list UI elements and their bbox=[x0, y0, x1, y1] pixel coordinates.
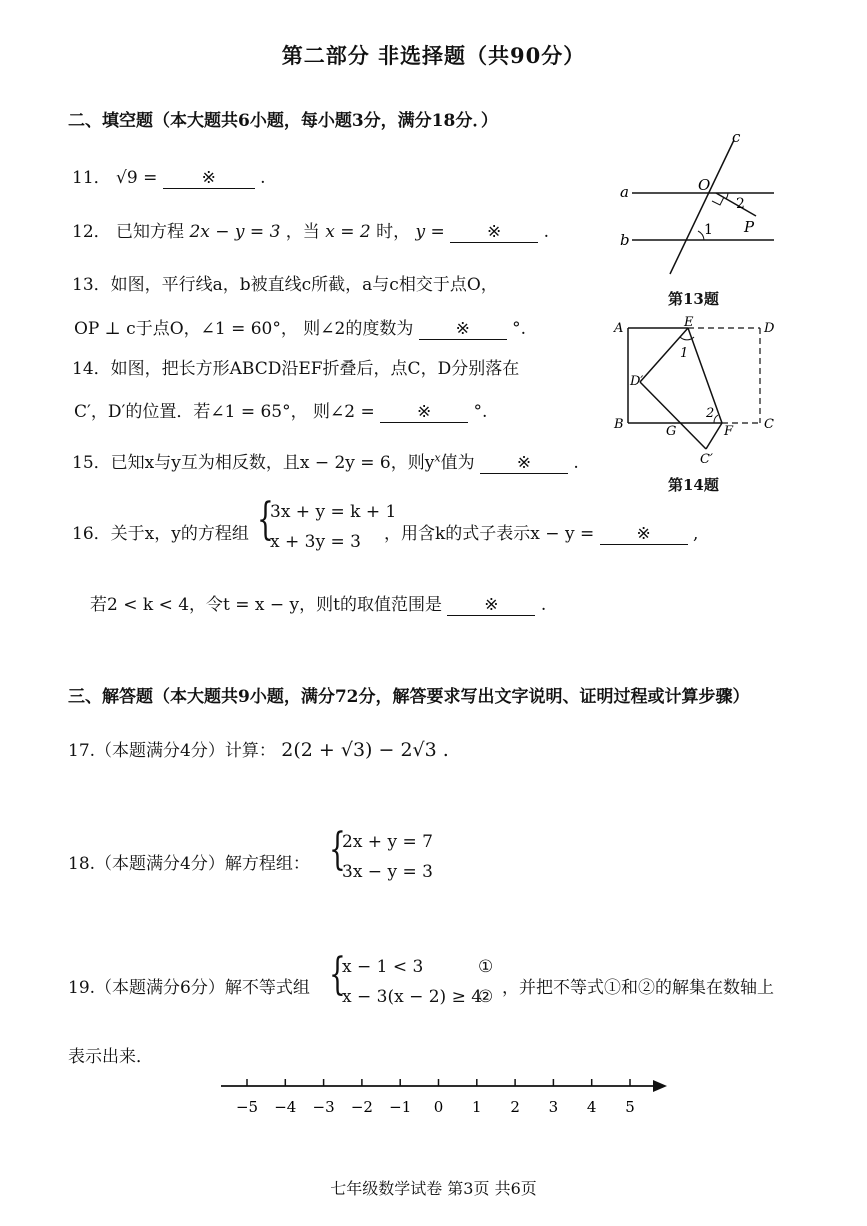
label-a: a bbox=[620, 183, 629, 201]
q18-equation-2: 3x − y = 3 bbox=[342, 862, 433, 882]
q11-answer-blank[interactable]: ※ bbox=[163, 169, 255, 189]
q16-end2: . bbox=[540, 595, 547, 615]
q12-end: . bbox=[543, 222, 549, 242]
q19-inequality-1: x − 1 < 3 bbox=[342, 957, 424, 977]
q16-mid bbox=[384, 519, 698, 545]
q12-text-b: ，当 bbox=[285, 222, 320, 242]
q16-line2-text: 若2 < k < 4，令t = x − y，则t的取值范围是 bbox=[90, 595, 442, 615]
q12-text-a: 已知方程 bbox=[116, 222, 185, 242]
number-line-tick-label: −2 bbox=[350, 1098, 373, 1116]
q12-answer-blank[interactable]: ※ bbox=[450, 223, 538, 243]
q18-text: 18.（本题满分4分）解方程组： bbox=[68, 854, 310, 874]
q16-mid-text: ，用含k的式子表示x − y = bbox=[384, 524, 595, 544]
label-D-prime: D′ bbox=[630, 374, 644, 389]
label-C-prime: C′ bbox=[700, 452, 713, 465]
q13-end: °. bbox=[512, 319, 527, 339]
number-line-tick-label: 4 bbox=[586, 1098, 597, 1116]
q16-equation-2: x + 3y = 3 bbox=[270, 532, 361, 552]
q17-text: 17.（本题满分4分）计算： bbox=[68, 741, 276, 761]
label-c: c bbox=[732, 128, 741, 146]
q17-expression: 2(2 + √3) − 2√3 . bbox=[281, 739, 449, 761]
number-line-tick-label: −3 bbox=[312, 1098, 335, 1116]
q19-inequality-2: x − 3(x − 2) ≥ 4 bbox=[342, 987, 483, 1007]
label-P: P bbox=[744, 218, 755, 236]
number-line-ticks bbox=[236, 1079, 635, 1116]
number-line-tick-label: 2 bbox=[510, 1098, 520, 1116]
q19-text: 19.（本题满分6分）解不等式组 bbox=[68, 978, 310, 998]
angle-2-arc bbox=[726, 193, 728, 199]
section3-heading: 三、解答题（本大题共9小题，满分72分，解答要求写出文字说明、证明过程或计算步骤） bbox=[68, 687, 750, 707]
q14-end: °. bbox=[473, 402, 488, 422]
number-line-tick-label: 3 bbox=[548, 1098, 559, 1116]
label-D: D bbox=[764, 321, 775, 336]
q16-end: , bbox=[693, 524, 699, 544]
q15-exponent: x bbox=[434, 451, 441, 465]
number-line bbox=[215, 1072, 675, 1122]
q19-line2: 表示出来． bbox=[68, 1047, 153, 1067]
q12-text-c: 时， bbox=[376, 222, 411, 242]
q19-mark-1: ① bbox=[478, 957, 494, 977]
label-C: C bbox=[764, 417, 774, 432]
fold-EF bbox=[688, 328, 722, 423]
question-11 bbox=[72, 163, 266, 189]
q14-text: C′，D′的位置．若∠1 = 65°， 则∠2 = bbox=[74, 402, 375, 422]
label-E: E bbox=[684, 315, 694, 330]
q19-mark-2: ② bbox=[478, 987, 494, 1007]
q15-text-b: 值为 bbox=[440, 453, 475, 473]
label-angle-1: 1 bbox=[704, 222, 713, 238]
label-angle-2: 2 bbox=[706, 406, 715, 421]
q14-answer-blank[interactable]: ※ bbox=[380, 403, 468, 423]
number-line-tick-label: 0 bbox=[433, 1098, 444, 1116]
q16-prefix: 16．关于x，y的方程组 bbox=[72, 524, 249, 544]
q19-system bbox=[342, 952, 482, 1012]
q16-equation-1: 3x + y = k + 1 bbox=[270, 502, 397, 522]
q12-variable: y = bbox=[415, 222, 445, 242]
q18-equation-1: 2x + y = 7 bbox=[342, 832, 433, 852]
q13-answer-blank[interactable]: ※ bbox=[419, 320, 507, 340]
q16-system bbox=[270, 497, 396, 557]
question-13-line1: 13．如图，平行线a，b被直线c所截，a与c相交于点O， bbox=[72, 275, 498, 295]
label-b: b bbox=[620, 231, 630, 249]
q13-text: OP ⊥ c于点O，∠1 = 60°， 则∠2的度数为 bbox=[74, 319, 414, 339]
question-14-line1: 14．如图，把长方形ABCD沿EF折叠后，点C，D分别落在 bbox=[72, 359, 520, 379]
angle-2-arc bbox=[714, 415, 718, 423]
q12-condition: x = 2 bbox=[325, 222, 371, 242]
section2-heading: 二、填空题（本大题共6小题，每小题3分，满分18分．） bbox=[68, 111, 498, 131]
q15-end: . bbox=[573, 453, 579, 473]
label-angle-2: 2 bbox=[736, 196, 745, 212]
page-title: 第二部分 非选择题（共90分） bbox=[281, 43, 586, 68]
q19-tail: ，并把不等式①和②的解集在数轴上 bbox=[502, 978, 774, 998]
number-line-tick-label: 1 bbox=[472, 1098, 482, 1116]
q15-text: 15．已知x与y互为相反数，且x − 2y = 6，则y bbox=[72, 453, 435, 473]
q16-answer-blank-2[interactable]: ※ bbox=[447, 596, 535, 616]
page-footer: 七年级数学试卷 第3页 共6页 bbox=[330, 1179, 537, 1198]
q11-expression: √9 = bbox=[116, 168, 158, 188]
q19-brace: { bbox=[329, 949, 346, 1000]
label-A: A bbox=[614, 321, 624, 336]
right-angle-mark bbox=[712, 197, 724, 205]
q16-line2 bbox=[90, 590, 546, 616]
question-14-line2 bbox=[74, 397, 487, 423]
label-B: B bbox=[614, 417, 624, 432]
q11-end: . bbox=[260, 168, 266, 188]
q11-number: 11． bbox=[72, 168, 111, 188]
number-line-tick-label: −1 bbox=[389, 1098, 412, 1116]
figure-14 bbox=[610, 315, 790, 465]
question-15 bbox=[72, 448, 579, 474]
question-12 bbox=[72, 217, 549, 243]
label-F: F bbox=[724, 424, 734, 439]
q16-answer-blank-1[interactable]: ※ bbox=[600, 525, 688, 545]
q18-system bbox=[342, 827, 433, 887]
figure-13 bbox=[612, 128, 782, 288]
question-17 bbox=[68, 736, 449, 761]
number-line-tick-label: −5 bbox=[235, 1098, 259, 1116]
number-line-tick-label: −4 bbox=[274, 1098, 297, 1116]
label-G: G bbox=[666, 424, 677, 439]
q19-marks bbox=[478, 952, 493, 1012]
q16-brace: { bbox=[257, 494, 274, 545]
number-line-tick-label: 5 bbox=[625, 1098, 635, 1116]
arrow-right-icon bbox=[653, 1080, 667, 1092]
q15-answer-blank[interactable]: ※ bbox=[480, 454, 568, 474]
label-O: O bbox=[698, 176, 711, 194]
label-angle-1: 1 bbox=[680, 346, 689, 361]
figure-14-caption: 第14题 bbox=[668, 476, 719, 494]
question-13-line2 bbox=[74, 314, 526, 340]
q12-equation: 2x − y = 3 bbox=[189, 222, 281, 242]
q18-brace: { bbox=[329, 824, 346, 875]
edge-C'F bbox=[706, 423, 722, 449]
q12-number: 12． bbox=[72, 222, 111, 242]
line-c bbox=[670, 140, 734, 274]
figure-13-caption: 第13题 bbox=[668, 290, 719, 308]
